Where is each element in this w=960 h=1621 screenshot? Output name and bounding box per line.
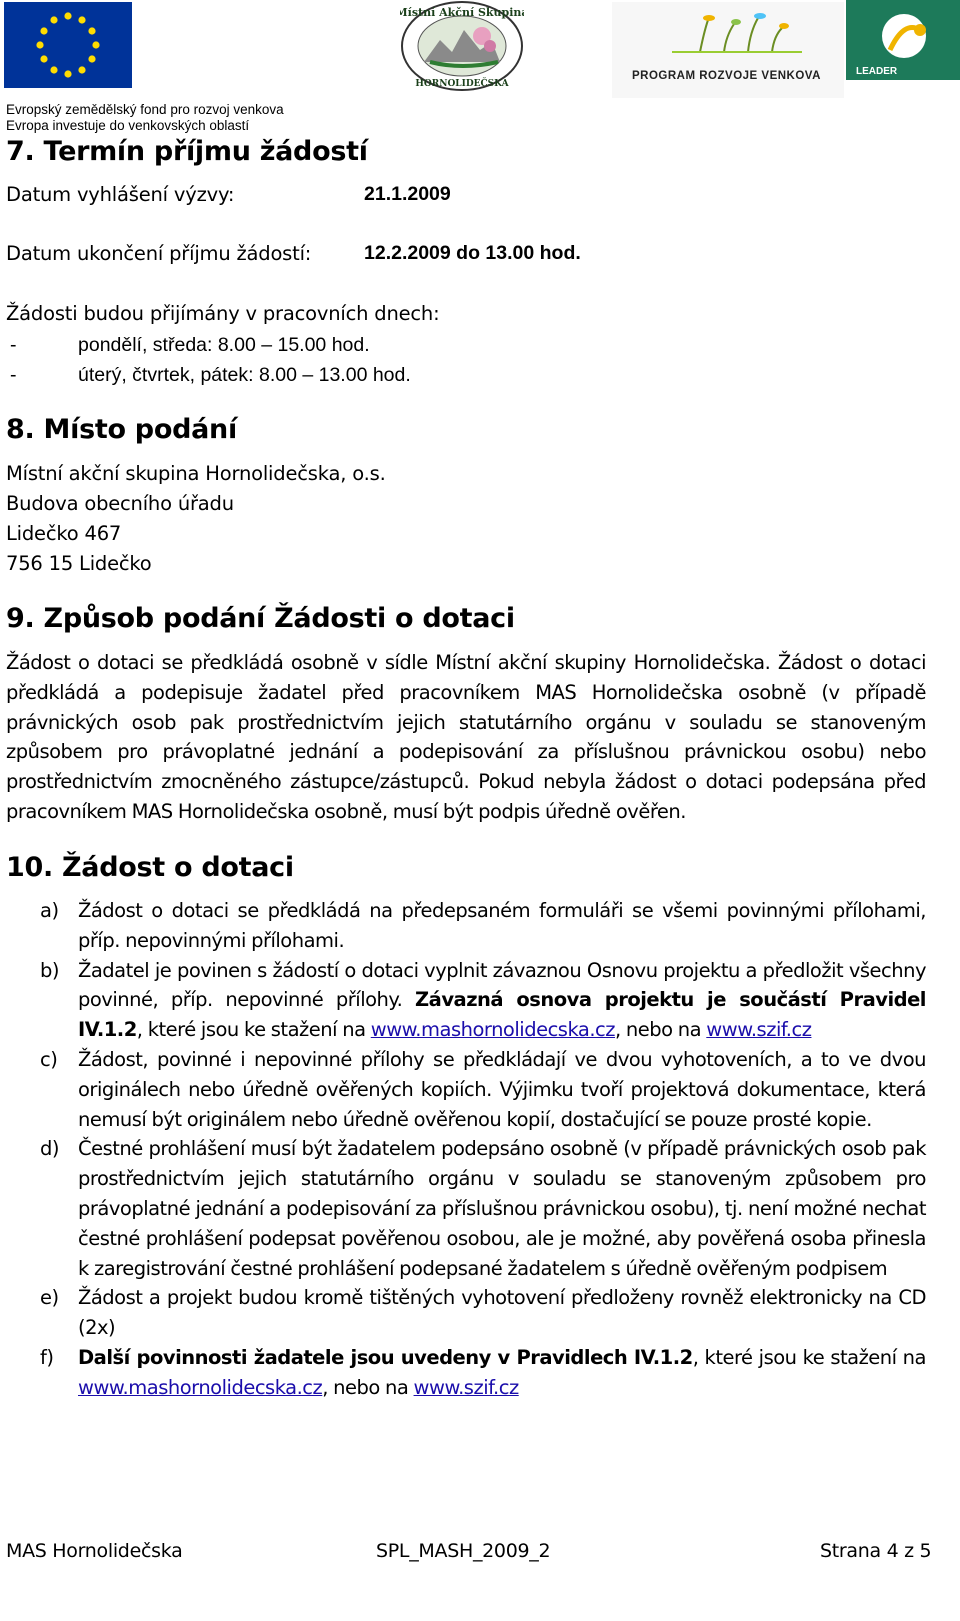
list-item-f — [6, 1343, 926, 1403]
item-label-b: b) — [40, 958, 59, 982]
days-item-1: pondělí, středa: 8.00 – 15.00 hod. — [78, 334, 370, 356]
list-item-a — [6, 896, 926, 956]
item-label-f: f) — [40, 1345, 54, 1369]
item-label-a: a) — [40, 899, 59, 922]
item-text-f2: , nebo na — [322, 1375, 414, 1399]
address-line-1: Místní akční skupina Hornolidečska, o.s. — [6, 462, 386, 485]
item-label-d: d) — [40, 1137, 59, 1161]
days-intro: Žádosti budou přijímány v pracovních dnech: — [6, 302, 440, 325]
end-value: 12.2.2009 do 13.00 hod. — [364, 242, 581, 264]
mashornolidecska-link[interactable]: www.mashornolidecska.cz — [370, 1018, 616, 1042]
eu-stars-icon — [4, 2, 132, 88]
item-text-c: Žádost, povinné i nepovinné přílohy se předkládají ve dvou vyhotoveních, a to ve dvou originálech nebo úředně ověřených kopiích. Výjimku tvoří projektová dokumentace, která nemusí být originálem nebo úředně ověřenou kopií, dostačující se pouze prosté kopie. — [78, 1047, 926, 1131]
item-label-e: e) — [40, 1286, 59, 1310]
address-line-3: Lidečko 467 — [6, 522, 122, 545]
item-label-c: c) — [40, 1047, 58, 1071]
eu-caption-line1: Evropský zemědělský fond pro rozvoj venkova — [6, 102, 284, 117]
eu-flag-logo — [4, 2, 132, 88]
item-text-d: Čestné prohlášení musí být žadatelem podepsáno osobně (v případě právnických osob pak prostřednictvím jejich statutárního orgánu v souladu se stanoveným způsobem pro právoplatné jednání a podepisování za příslušnou právnickou osobu), tj. není možné nechat čestné prohlášení podepsat pověřenou osobou, ale je možné, aby pověřená osoba přinesla k zaregistrování čestné prohlášení podepsané žadatelem s úředně ověřeným podpisem — [78, 1137, 926, 1280]
announce-value: 21.1.2009 — [364, 183, 451, 205]
address-line-4: 756 15 Lidečko — [6, 552, 152, 575]
list-item-e — [6, 1283, 926, 1343]
section8-heading: 8. Místo podání — [6, 414, 237, 445]
szif-link[interactable]: www.szif.cz — [706, 1018, 812, 1042]
section10-heading: 10. Žádost o dotaci — [6, 852, 294, 883]
leader-logo-text: LEADER — [856, 66, 898, 77]
mas-logo-top-text: Místní Akční Skupina — [400, 6, 524, 19]
prv-logo — [612, 2, 844, 98]
address-line-2: Budova obecního úřadu — [6, 492, 234, 515]
days-item-2: úterý, čtvrtek, pátek: 8.00 – 13.00 hod. — [78, 364, 411, 386]
eu-caption-line2: Evropa investuje do venkovských oblastí — [6, 118, 250, 133]
end-label: Datum ukončení příjmu žádostí: — [6, 242, 312, 265]
item-text-b1: Žadatel je povinen s žádostí o dotaci vyplnit závaznou Osnovu projektu a předložit všechny povinné, příp. nepovinné přílohy. — [78, 958, 926, 1012]
item-text-b2: , které jsou ke stažení na — [136, 1018, 371, 1042]
mas-logo-bottom-text: HORNOLIDEČSKA — [415, 79, 509, 89]
section9-paragraph: Žádost o dotaci se předkládá osobně v sídle Místní akční skupiny Hornolidečska. Žádost o dotaci předkládá a podepisuje žadatel před pracovníkem MAS Hornolidečska osobně (v případě právnických osob pak prostřednictvím jejich statutárního orgánu v souladu se stanoveným způsobem pro právoplatné jednání a podepisování za příslušnou právnickou osobu) nebo prostřednictvím zmocněného zástupce/zástupců. Pokud nebyla žádost o dotaci podepsána před pracovníkem MAS Hornolidečska osobně, musí být podpis úředně ověřen. — [6, 651, 926, 823]
item-text-e: Žádost a projekt budou kromě tištěných vyhotovení předloženy rovněž elektronicky na CD (2x) — [78, 1286, 926, 1340]
section7-heading: 7. Termín příjmu žádostí — [6, 136, 368, 167]
footer-center: SPL_MASH_2009_2 — [376, 1540, 551, 1562]
footer-left: MAS Hornolidečska — [6, 1540, 183, 1562]
prv-logo-text: PROGRAM ROZVOJE VENKOVA — [632, 70, 821, 82]
list-item-c — [6, 1045, 926, 1134]
days-bullet-1: - — [10, 334, 17, 356]
section9-heading: 9. Způsob podání Žádosti o dotaci — [6, 603, 515, 634]
section10-list — [6, 896, 926, 1403]
item-text-f1: , které jsou ke stažení na — [692, 1345, 926, 1369]
list-item-d — [6, 1134, 926, 1283]
footer-page-number: Strana 4 z 5 — [820, 1540, 932, 1562]
announce-label: Datum vyhlášení výzvy: — [6, 183, 235, 206]
item-bold-b: Závazná osnova projektu je součástí Pravidel IV.1.2 — [78, 988, 926, 1042]
item-bold-f: Další povinnosti žadatele jsou uvedeny v Pravidlech IV.1.2 — [78, 1345, 693, 1369]
list-item-b — [6, 956, 926, 1045]
leader-logo — [846, 0, 960, 80]
mas-hornolidecska-logo — [400, 0, 524, 92]
days-bullet-2: - — [10, 364, 17, 386]
mashornolidecska-link-2[interactable]: www.mashornolidecska.cz — [78, 1375, 323, 1399]
item-text-b3: , nebo na — [615, 1018, 707, 1042]
item-text-a: Žádost o dotaci se předkládá na předepsaném formuláři se všemi povinnými přílohami, příp. nepovinnými přílohami. — [78, 899, 926, 952]
szif-link-2[interactable]: www.szif.cz — [413, 1375, 519, 1399]
